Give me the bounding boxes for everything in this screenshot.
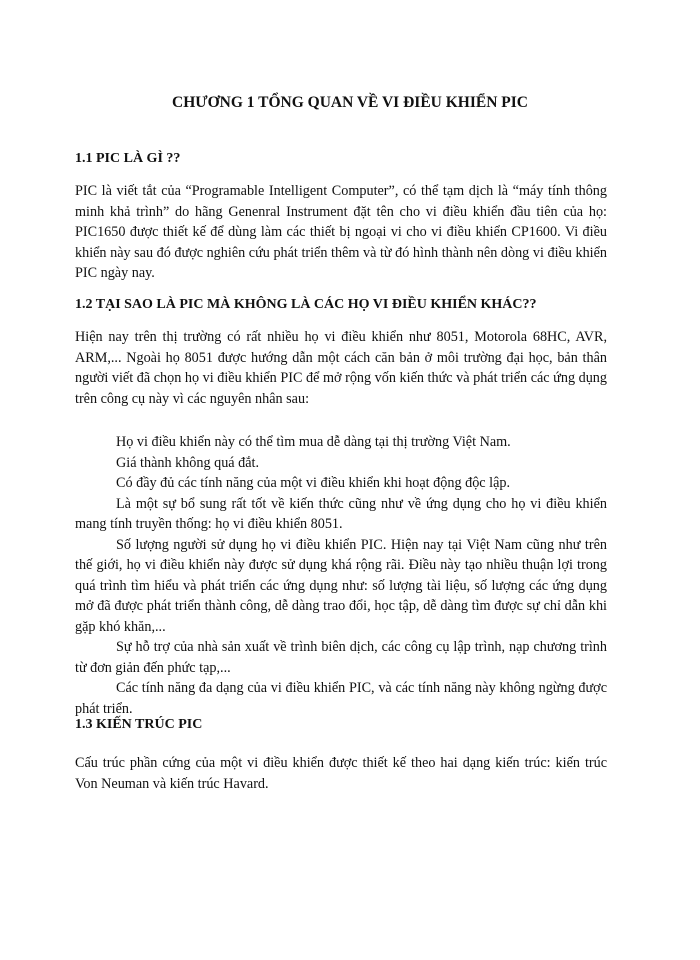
reason-item: Các tính năng đa dạng của vi điều khiển PIC, và các tính năng này không ngừng được phát triển. xyxy=(75,680,607,717)
reasons-list xyxy=(75,432,607,719)
section-heading-1-2: 1.2 TẠI SAO LÀ PIC MÀ KHÔNG LÀ CÁC HỌ VI ĐIỀU KHIỂN KHÁC?? xyxy=(75,297,537,312)
reason-item: Sự hỗ trợ của nhà sản xuất về trình biên dịch, các công cụ lập trình, nạp chương trình từ đơn giản đến phức tạp,... xyxy=(75,639,607,676)
reason-item: Là một sự bổ sung rất tốt về kiến thức cũng như về ứng dụng cho họ vi điều khiển mang tính truyền thống: họ vi điều khiển 8051. xyxy=(75,495,607,532)
section-1-3-paragraph: Cấu trúc phần cứng của một vi điều khiển được thiết kế theo hai dạng kiến trúc: kiến trúc Von Neuman và kiến trúc Havard. xyxy=(75,755,607,792)
section-1-2-paragraph: Hiện nay trên thị trường có rất nhiều họ vi điều khiển như 8051, Motorola 68HC, AVR, ARM,... Ngoài họ 8051 được hướng dẫn một cách căn bản ở môi trường đại học, bản thân người viết đã chọn họ vi điều khiển PIC để mở rộng vốn kiến thức và phát triển các ứng dụng trên công cụ này vì các nguyên nhân sau: xyxy=(75,329,607,407)
section-heading-1-1: 1.1 PIC LÀ GÌ ?? xyxy=(75,151,181,166)
section-heading-1-3: 1.3 KIẾN TRÚC PIC xyxy=(75,717,203,732)
chapter-title: CHƯƠNG 1 TỔNG QUAN VỀ VI ĐIỀU KHIỂN PIC xyxy=(172,94,528,111)
reason-item: Giá thành không quá đắt. xyxy=(116,454,260,471)
reason-item: Họ vi điều khiển này có thể tìm mua dễ dàng tại thị trường Việt Nam. xyxy=(116,434,511,450)
reason-item: Số lượng người sử dụng họ vi điều khiển PIC. Hiện nay tại Việt Nam cũng như trên thế giới, họ vi điều khiển này được sử dụng khá rộng rãi. Điều này tạo nhiều thuận lợi trong quá trình tìm hiểu và phát triển các ứng dụng như: số lượng tài liệu, số lượng các ứng dụng mở đã được phát triển thành công, dễ dàng trao đổi, học tập, dễ dàng tìm được sự chỉ dẫn khi gặp khó khăn,... xyxy=(75,536,607,635)
section-1-1-paragraph: PIC là viết tắt của “Programable Intelligent Computer”, có thể tạm dịch là “máy tính thông minh khả trình” do hãng Genenral Instrument đặt tên cho vi điều khiển đầu tiên của họ: PIC1650 được thiết kế để dùng làm các thiết bị ngoại vi cho vi điều khiển CP1600. Vi điều khiển này sau đó được nghiên cứu phát triển thêm và từ đó hình thành nên dòng vi điều khiển PIC ngày nay. xyxy=(75,183,607,281)
reason-item: Có đầy đủ các tính năng của một vi điều khiển khi hoạt động độc lập. xyxy=(116,475,511,491)
